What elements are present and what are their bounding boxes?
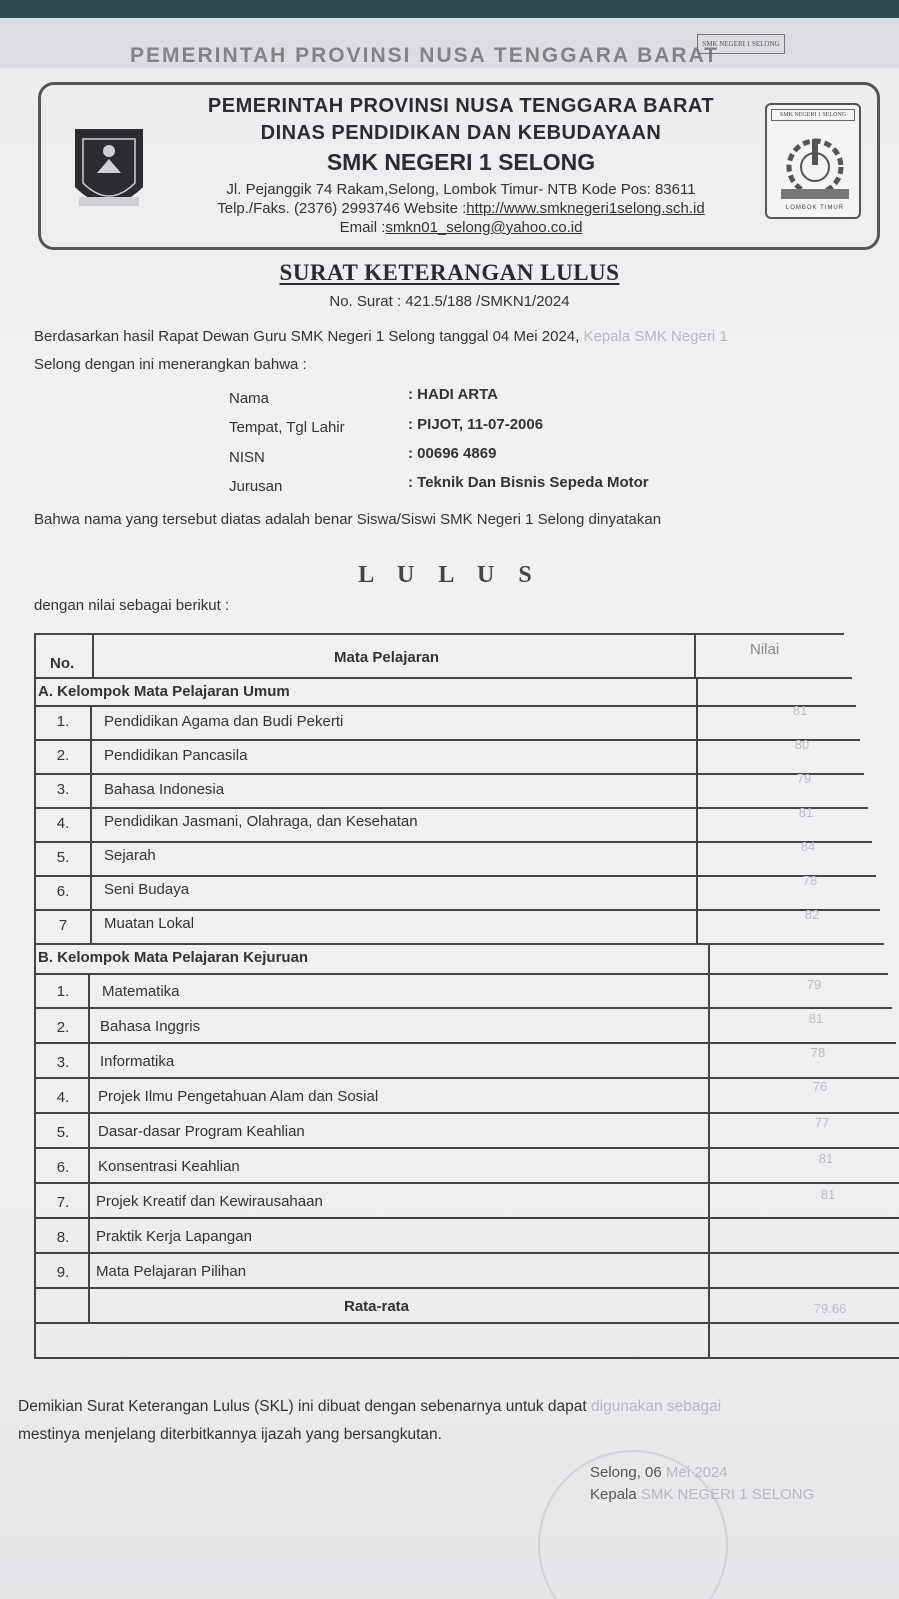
school-name: SMK NEGERI 1 SELONG bbox=[326, 149, 596, 175]
signature-place-date: Selong, 06 Mei 2024 bbox=[590, 1464, 728, 1481]
intro-line-2: Selong dengan ini menerangkan bahwa : bbox=[34, 356, 307, 373]
subject-value: 81 bbox=[792, 703, 808, 718]
subject-name: Muatan Lokal bbox=[104, 915, 195, 932]
statement-text: Bahwa nama yang tersebut diatas adalah benar Siswa/Siswi SMK Negeri 1 Selong dinyatakan bbox=[34, 511, 662, 528]
subject-value: 81 bbox=[818, 1151, 834, 1166]
website-link[interactable]: http://www.smknegeri1selong.sch.id bbox=[466, 200, 705, 217]
gear-icon bbox=[767, 105, 863, 221]
row-number: 7. bbox=[56, 1194, 70, 1211]
field-label-major: Jurusan bbox=[229, 478, 283, 495]
row-number: 6. bbox=[56, 883, 70, 900]
header-no: No. bbox=[50, 655, 75, 672]
row-number: 8. bbox=[56, 1229, 70, 1246]
subject-value: 78 bbox=[802, 873, 818, 888]
signature-role: Kepala SMK NEGERI 1 SELONG bbox=[590, 1486, 815, 1503]
intro-line-1: Berdasarkan hasil Rapat Dewan Guru SMK Negeri 1 Selong tanggal 04 Mei 2024, Kepala SMK Negeri 1 bbox=[34, 328, 728, 345]
subject-name: Pendidikan Pancasila bbox=[104, 747, 248, 764]
group-a-heading: A. Kelompok Mata Pelajaran Umum bbox=[38, 683, 290, 700]
subject-name: Bahasa Indonesia bbox=[104, 781, 225, 798]
row-number: 2. bbox=[56, 1019, 70, 1036]
letterhead-text bbox=[161, 95, 761, 236]
school-address: Jl. Pejanggik 74 Rakam,Selong, Lombok Timur- NTB Kode Pos: 83611 bbox=[226, 181, 696, 198]
province-emblem-icon bbox=[69, 125, 149, 223]
subject-name: Bahasa Inggris bbox=[100, 1018, 201, 1035]
subject-value: 80 bbox=[794, 737, 810, 752]
row-number: 3. bbox=[56, 1054, 70, 1071]
row-number: 1. bbox=[56, 713, 70, 730]
subject-name: Pendidikan Jasmani, Olahraga, dan Kesehatan bbox=[104, 813, 418, 830]
strip-badge: SMK NEGERI 1 SELONG bbox=[697, 34, 785, 54]
email-prefix: Email : bbox=[339, 219, 386, 236]
subject-name: Projek Ilmu Pengetahuan Alam dan Sosial bbox=[98, 1088, 379, 1105]
subject-value: 81 bbox=[808, 1011, 824, 1026]
previous-page-strip bbox=[0, 18, 899, 68]
document-title: SURAT KETERANGAN LULUS bbox=[279, 260, 620, 285]
subject-value: 76 bbox=[812, 1079, 828, 1094]
subject-value: 79 bbox=[806, 977, 822, 992]
result-text: L U L U S bbox=[358, 562, 541, 588]
grades-table bbox=[34, 633, 899, 1373]
subject-value: 77 bbox=[814, 1115, 830, 1130]
subject-name: Pendidikan Agama dan Budi Pekerti bbox=[104, 713, 344, 730]
subject-name: Sejarah bbox=[104, 847, 156, 864]
department-name: DINAS PENDIDIKAN DAN KEBUDAYAAN bbox=[260, 122, 662, 144]
row-number: 2. bbox=[56, 747, 70, 764]
row-number: 4. bbox=[56, 1089, 70, 1106]
subject-value: 81 bbox=[798, 805, 814, 820]
school-contact bbox=[161, 200, 761, 217]
field-label-birth: Tempat, Tgl Lahir bbox=[229, 419, 345, 436]
subject-value: 79 bbox=[796, 771, 812, 786]
average-value: 79.66 bbox=[813, 1301, 847, 1316]
field-value-name: : HADI ARTA bbox=[408, 386, 498, 403]
government-name: PEMERINTAH PROVINSI NUSA TENGGARA BARAT bbox=[207, 95, 715, 117]
row-number: 5. bbox=[56, 1124, 70, 1141]
letter-number: No. Surat : 421.5/188 /SMKN1/2024 bbox=[329, 293, 570, 310]
phone-text: Telp./Faks. (2376) 2993746 Website : bbox=[217, 200, 467, 217]
subject-name: Projek Kreatif dan Kewirausahaan bbox=[96, 1193, 323, 1210]
document-paper bbox=[0, 18, 899, 1599]
row-number: 9. bbox=[56, 1264, 70, 1281]
average-label: Rata-rata bbox=[344, 1298, 410, 1315]
subject-name: Matematika bbox=[102, 983, 180, 1000]
row-number: 1. bbox=[56, 983, 70, 1000]
row-number: 4. bbox=[56, 815, 70, 832]
field-value-birth: : PIJOT, 11-07-2006 bbox=[408, 416, 544, 433]
school-logo-bottom-text: LOMBOK TIMUR bbox=[785, 205, 845, 211]
subject-name: Informatika bbox=[100, 1053, 175, 1070]
subject-name: Praktik Kerja Lapangan bbox=[96, 1228, 252, 1245]
subject-name: Dasar-dasar Program Keahlian bbox=[98, 1123, 305, 1140]
subject-value: 81 bbox=[820, 1187, 836, 1202]
header-subject: Mata Pelajaran bbox=[334, 649, 440, 666]
subject-value: 78 bbox=[810, 1045, 826, 1060]
row-number: 5. bbox=[56, 849, 70, 866]
subject-value: 82 bbox=[804, 907, 820, 922]
subject-name: Konsentrasi Keahlian bbox=[98, 1158, 240, 1175]
school-logo-text: SMK NEGERI 1 SELONG bbox=[771, 109, 855, 121]
field-label-nisn: NISN bbox=[229, 449, 265, 466]
closing-line-2: mestinya menjelang diterbitkannya ijazah yang bersangkutan. bbox=[18, 1426, 442, 1443]
strip-text: PEMERINTAH PROVINSI NUSA TENGGARA BARAT bbox=[130, 44, 720, 67]
email-link[interactable]: smkn01_selong@yahoo.co.id bbox=[385, 219, 583, 236]
school-email bbox=[161, 219, 761, 236]
subject-name: Seni Budaya bbox=[104, 881, 190, 898]
field-value-nisn: : 00696 4869 bbox=[408, 445, 497, 462]
row-number: 6. bbox=[56, 1159, 70, 1176]
field-value-major: : Teknik Dan Bisnis Sepeda Motor bbox=[408, 474, 649, 491]
header-value: Nilai bbox=[750, 641, 780, 658]
row-number: 3. bbox=[56, 781, 70, 798]
subject-value: 84 bbox=[800, 839, 816, 854]
row-number: 7 bbox=[58, 917, 68, 934]
group-b-heading: B. Kelompok Mata Pelajaran Kejuruan bbox=[38, 949, 309, 966]
subject-name: Mata Pelajaran Pilihan bbox=[96, 1263, 247, 1280]
school-logo bbox=[765, 103, 861, 219]
field-label-name: Nama bbox=[229, 390, 270, 407]
closing-line-1: Demikian Surat Keterangan Lulus (SKL) ini dibuat dengan sebenarnya untuk dapat digunakan sebagai bbox=[18, 1398, 722, 1415]
letterhead bbox=[38, 82, 880, 250]
grades-intro: dengan nilai sebagai berikut : bbox=[34, 597, 230, 614]
